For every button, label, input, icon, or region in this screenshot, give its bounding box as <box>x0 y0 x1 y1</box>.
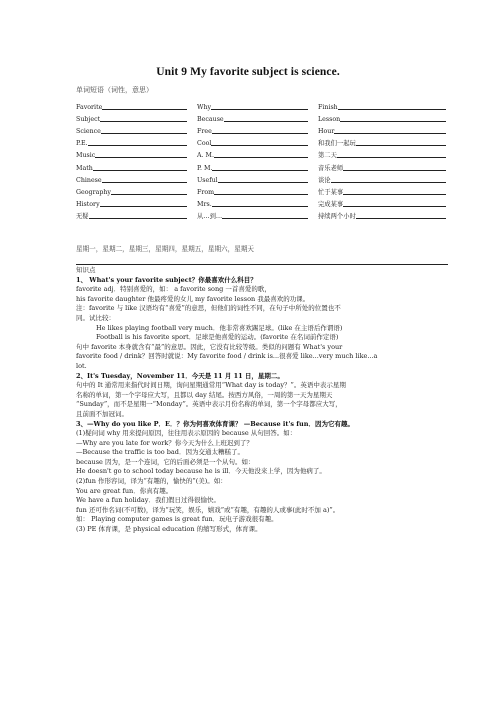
section-label: 知识点 <box>76 266 96 274</box>
note-line: 名称的单词，第一个字母应大写，且都以 day 结尾。按西方风俗，一周的第一天为星期天 <box>76 390 333 399</box>
answer-blank[interactable] <box>212 205 308 207</box>
note-line: 如： Playing computer games is great fun．玩电子游戏很有趣。 <box>76 515 278 524</box>
answer-blank[interactable] <box>102 181 187 183</box>
vocab-item <box>76 165 197 172</box>
answer-blank[interactable] <box>334 132 446 134</box>
answer-blank[interactable] <box>356 144 446 146</box>
vocab-word: 从…到… <box>197 212 223 220</box>
vocab-word: Science <box>76 128 101 136</box>
answer-blank[interactable] <box>101 132 187 134</box>
answer-blank[interactable] <box>343 169 446 171</box>
vocab-word: Cool <box>197 140 212 148</box>
vocab-word: Math <box>76 164 93 172</box>
answer-blank[interactable] <box>100 120 187 122</box>
vocab-word: Lesson <box>318 116 341 124</box>
weekdays-line: 星期一，星期二，星期三，星期四，星期五，星期六，星期天 <box>76 245 255 253</box>
vocab-word: Chinese <box>76 176 102 184</box>
vocab-word: 无疑 <box>76 212 89 220</box>
vocab-word: Finish <box>318 104 338 112</box>
vocab-item <box>197 140 318 147</box>
vocab-word: Mrs. <box>197 200 212 208</box>
answer-blank[interactable] <box>340 120 446 122</box>
answer-blank[interactable] <box>100 205 187 207</box>
vocab-item <box>197 152 318 159</box>
note-line: favorite adj．特别喜爱的，如： a favorite song 一首喜爱的歌， <box>76 285 271 294</box>
point-heading: 2、It's Tuesday，November 11．今天是 11 月 11 日，星期二。 <box>76 371 284 380</box>
note-line: 句中的 It 通常用来指代时间日期，询问星期通常用“What day is today？”。英语中表示星期 <box>76 381 346 390</box>
answer-blank[interactable] <box>343 205 446 207</box>
note-line: 且前面不加冠词。 <box>76 409 128 418</box>
vocab-row <box>76 184 448 196</box>
answer-blank[interactable] <box>212 132 308 134</box>
answer-blank[interactable] <box>111 193 187 195</box>
answer-blank[interactable] <box>89 217 187 219</box>
vocab-row <box>76 111 448 123</box>
vocab-item <box>318 104 448 111</box>
note-line: his favorite daughter 他最疼爱的女儿 my favorite lesson 我最喜欢的功课。 <box>76 294 310 303</box>
vocab-row <box>76 99 448 111</box>
vocab-item <box>318 187 448 196</box>
note-line: because 因为，是一个连词，它的后面必须是一个从句。如： <box>76 457 255 466</box>
note-line: We have a fun holiday．我们假日过得很愉快。 <box>76 496 220 505</box>
vocab-item <box>197 128 318 135</box>
vocab-word: Geography <box>76 188 111 196</box>
vocab-row <box>76 159 448 171</box>
note-line: (2)fun 作形容词，译为“有趣的，愉快的”(美)。如： <box>76 477 227 486</box>
vocab-item <box>76 140 197 147</box>
vocab-word: 和我们一起玩 <box>318 140 356 148</box>
vocab-word: Favorite <box>76 104 103 112</box>
answer-blank[interactable] <box>222 217 308 219</box>
vocab-word: 音乐老师 <box>318 164 344 172</box>
answer-blank[interactable] <box>88 144 187 146</box>
vocab-row <box>76 172 448 184</box>
notes-body <box>76 266 448 535</box>
note-line: 注：favorite 与 like 汉语均有“喜爱”的意思，但他们的词性不同，在句子中所处的位置也不 <box>76 304 341 313</box>
note-line: 句中 favorite 本身就含有“最”的意思。因此，它没有比较等级。类似的问题有 What's your <box>76 342 343 351</box>
answer-blank[interactable] <box>337 156 446 158</box>
page-title: Unit 9 My favorite subject is science. <box>156 66 340 78</box>
vocab-item <box>76 177 197 184</box>
note-line: 同。试比较： <box>76 313 115 322</box>
note-line: He doesn't go to school today because he is ill．今天他没来上学，因为他病了。 <box>76 467 326 476</box>
vocab-word: A. M. <box>197 152 214 160</box>
vocab-item <box>318 138 448 147</box>
vocab-item <box>197 189 318 196</box>
vocab-row <box>76 135 448 147</box>
vocab-row <box>76 123 448 135</box>
note-line: lot. <box>76 361 87 370</box>
vocab-item <box>76 128 197 135</box>
answer-blank[interactable] <box>338 108 446 110</box>
vocab-item <box>318 199 448 208</box>
vocab-word: P.E. <box>76 140 88 148</box>
vocab-word: 持续两个小时 <box>318 212 356 220</box>
vocab-item <box>76 201 197 208</box>
vocab-row <box>76 196 448 208</box>
vocab-item <box>197 177 318 184</box>
note-line: (1)疑问词 why 用来提问原因，往往用表示原因的 because 从句回答。如： <box>76 429 297 438</box>
vocab-item <box>318 116 448 123</box>
answer-blank[interactable] <box>214 156 308 158</box>
note-line: “Sunday”，而不是星期一“Monday”。英语中表示月份名称的单词，第一个字母都应大写， <box>76 400 342 409</box>
vocab-word: Free <box>197 128 212 136</box>
vocab-item <box>197 201 318 208</box>
point-heading: 1、 What's your favorite subject？你最喜欢什么科目？ <box>76 275 257 284</box>
answer-blank[interactable] <box>212 169 308 171</box>
vocab-word: Why <box>197 104 212 112</box>
answer-blank[interactable] <box>218 181 308 183</box>
section-divider <box>76 264 448 265</box>
answer-blank[interactable] <box>211 108 308 110</box>
note-line: —Because the traffic is too bad．因为交通太糟糕了。 <box>76 448 244 457</box>
answer-blank[interactable] <box>95 156 187 158</box>
answer-blank[interactable] <box>214 193 308 195</box>
vocab-word: Subject <box>76 116 101 124</box>
vocab-word: Hour <box>318 128 335 136</box>
vocab-item <box>318 150 448 159</box>
answer-blank[interactable] <box>356 217 446 219</box>
vocab-word: History <box>76 200 100 208</box>
vocab-word: P. M. <box>197 164 213 172</box>
note-line: Football is his favorite sport．足球是他喜爱的运动。(favorite 在名词前作定语) <box>96 333 339 342</box>
note-line: (3) PE 体育课，是 physical education 的缩写形式，体育课。 <box>76 525 262 534</box>
answer-blank[interactable] <box>224 120 308 122</box>
answer-blank[interactable] <box>93 169 187 171</box>
vocab-item <box>197 211 318 220</box>
answer-blank[interactable] <box>102 108 187 110</box>
vocab-item <box>76 104 197 111</box>
vocab-word: Music <box>76 152 96 160</box>
vocab-item <box>76 189 197 196</box>
vocab-item <box>76 211 197 220</box>
vocab-word: 完成某事 <box>318 200 344 208</box>
vocab-item <box>197 165 318 172</box>
answer-blank[interactable] <box>211 144 308 146</box>
vocab-word: Useful <box>197 176 218 184</box>
vocab-item <box>197 116 318 123</box>
vocab-item <box>318 128 448 135</box>
note-line: —Why are you late for work？你今天为什么上班迟到了？ <box>76 438 253 447</box>
answer-blank[interactable] <box>331 181 446 183</box>
vocab-word: From <box>197 188 215 196</box>
answer-blank[interactable] <box>343 193 446 195</box>
vocab-item <box>318 163 448 172</box>
vocab-item <box>76 116 197 123</box>
note-line: favorite food / drink？回答时就说：My favorite food / drink is...很喜爱 like...very much like...a <box>76 352 378 361</box>
vocab-item <box>197 104 318 111</box>
vocab-item <box>318 175 448 184</box>
vocab-item <box>76 152 197 159</box>
vocab-grid <box>76 99 448 220</box>
vocab-item <box>318 211 448 220</box>
vocab-heading: 单词短语（词性，意思） <box>76 86 153 94</box>
vocab-word: 第二天 <box>318 152 337 160</box>
note-line: You are great fun．你真有趣。 <box>76 486 173 495</box>
vocab-row <box>76 147 448 159</box>
vocab-word: 谈论 <box>318 176 331 184</box>
vocab-row <box>76 208 448 220</box>
note-line: He likes playing football very much．他非常喜欢踢足球。(like 在主语后作谓语) <box>96 323 343 332</box>
point-heading: 3、—Why do you like P．E．？你为何喜欢体育课？ —Because it's fun．因为它有趣。 <box>76 419 354 428</box>
vocab-word: 忙于某事 <box>318 188 344 196</box>
note-line: fun 还可作名词(不可数)，译为“玩笑，娱乐，嬉戏”或“有趣，有趣的人或事(此时不加 a)”。 <box>76 505 340 514</box>
vocab-word: Because <box>197 116 224 124</box>
